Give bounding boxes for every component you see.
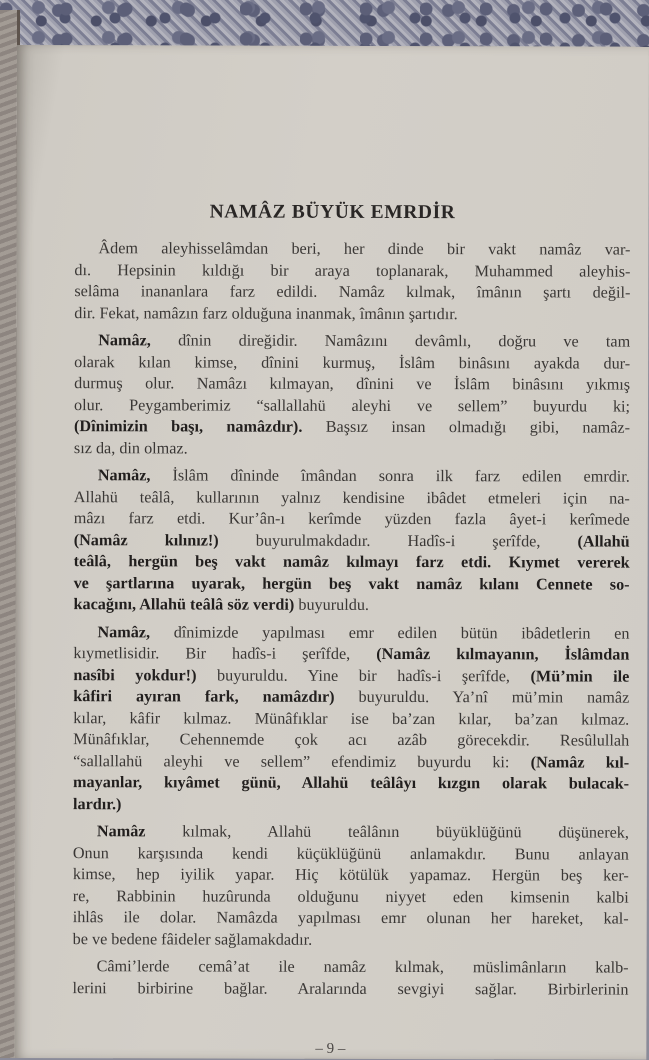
bold-text-run: nasîbi yokdur!) — [73, 665, 197, 684]
body-text — [73, 238, 631, 1000]
text-line — [74, 373, 630, 396]
bold-text-run: Namâz, — [98, 331, 151, 350]
text-run: buyuruldu. Yine bir hadîs-i şerîfde, — [196, 665, 531, 685]
text-run: İslâm dîninde îmândan sonra ilk farz edilen emrdir. — [150, 466, 630, 486]
text-line — [73, 907, 629, 930]
text-line — [74, 238, 630, 261]
text-line — [74, 465, 630, 488]
text-run: Âdem aleyhisselâmdan beri, her dinde bir vakt namâz var- — [98, 239, 631, 259]
text-line — [74, 303, 630, 326]
text-line — [73, 772, 629, 795]
text-line — [73, 708, 629, 731]
text-line — [74, 551, 630, 574]
text-run: re, Rabbinin huzûrunda olduğunu niyyet eden kimsenin kalbi — [72, 886, 629, 907]
bold-text-run: kacağını, Allahü teâlâ söz verdi) — [73, 595, 295, 614]
text-line — [73, 929, 629, 952]
bold-text-run: (Namâz kılınız!) — [73, 530, 219, 550]
paragraph — [73, 821, 629, 951]
text-run: kimse, hep iyilik yapar. Hiç kötülük yapamaz. Hergün beş ker- — [72, 865, 629, 885]
bold-text-run: Namâz, — [97, 466, 151, 485]
text-line — [74, 352, 630, 375]
text-run: dir. Fekat, namâzın farz olduğuna inanmak, îmânın şartıdır. — [74, 303, 458, 323]
text-run: kıymetlisidir. Bir hadîs-i şerîfde, — [73, 644, 377, 663]
paragraph — [74, 465, 630, 617]
bold-text-run: (Dînimizin başı, namâzdır). — [73, 417, 303, 436]
text-line — [73, 978, 629, 1001]
text-line — [73, 686, 629, 709]
text-run: Allahü teâlâ, kullarının yalnız kendisine ibâdet etmeleri için na- — [73, 487, 630, 508]
text-line — [74, 330, 630, 353]
text-run: sız da, din olmaz. — [73, 438, 188, 457]
text-line — [73, 886, 629, 909]
text-run: Onun karşısında kendi küçüklüğünü anlamakdır. Bunu anlayan — [72, 843, 629, 864]
text-run: durmuş olur. Namâzı kılmayan, dînini ve İslâm binâsını yıkmış — [74, 374, 631, 394]
bold-text-run: teâlâ, hergün beş vakt namâz kılmayı farz etdi. Kıymet vererek — [73, 552, 630, 572]
bold-text-run: (Namâz kılmayanın, İslâmdan — [376, 644, 630, 664]
text-line — [74, 281, 630, 304]
text-run: Münâfıklar, Cehennemde çok acı azâb görecekdir. Resûlullah — [73, 730, 630, 750]
text-run: Câmi’lerde cemâ’at ile namâz kılmak, müslimânların kalb- — [96, 957, 629, 977]
chapter-title: NAMÂZ BÜYÜK EMRDİR — [209, 201, 456, 224]
text-line — [74, 530, 630, 553]
text-run: buyuruldu. — [294, 595, 369, 614]
text-run: Başsız insan olmadığı gibi, namâz- — [302, 417, 631, 437]
bold-text-run: Namâz, — [97, 622, 151, 641]
text-line — [73, 643, 629, 666]
text-run: lerini birbirine bağlar. Aralarında sevgiyi sağlar. Birbirlerinin — [72, 978, 629, 999]
text-line — [73, 864, 629, 887]
text-line — [73, 956, 629, 979]
bold-text-run: lardır.) — [72, 794, 122, 813]
bold-text-run: mayanlar, kıyâmet günü, Allahü teâlâyı kızgın olarak bulacak- — [73, 773, 630, 793]
text-run: mâzı farz etdi. Kur’ân-ı kerîmde yüzden fazla âyet-i kerîmede — [73, 509, 630, 529]
text-run: selâma inananlara farz edildi. Namâz kılmak, îmânın şartı değil- — [74, 282, 631, 302]
paragraph — [74, 330, 630, 460]
bold-text-run: kâfiri ayıran fark, namâzdır) — [73, 687, 335, 706]
text-run: dı. Hepsinin kıldığı bir araya toplanarak, Muhammed aleyhis- — [74, 260, 631, 281]
text-line — [73, 751, 629, 774]
paragraph — [74, 238, 630, 325]
text-line — [74, 260, 630, 283]
text-line — [74, 508, 630, 531]
text-line — [73, 729, 629, 752]
paragraph — [73, 956, 629, 1000]
text-run: kılmak, Allahü teâlânın büyüklüğünü düşünerek, — [145, 822, 629, 842]
text-run: olur. Peygamberimiz “sallallahü aleyhi ve sellem” buyurdu ki; — [74, 395, 631, 416]
text-line — [74, 594, 630, 617]
text-line — [74, 573, 630, 596]
bold-text-run: ve şartlarına uyarak, hergün beş vakt namâz kılanı Cennete so- — [73, 573, 630, 594]
text-line — [73, 794, 629, 817]
text-line — [74, 438, 630, 461]
paragraph — [73, 622, 630, 817]
text-line — [73, 665, 629, 688]
text-run: ihlâs ile dolar. Namâzda yapılması emr olunan her hareket, kal- — [72, 908, 629, 928]
bold-text-run: (Namâz kıl- — [530, 752, 630, 772]
text-run: buyuruldu. Ya’nî mü’min namâz — [334, 687, 630, 707]
text-line — [74, 487, 630, 510]
bold-text-run: (Mü’min ile — [530, 666, 630, 686]
bold-text-run: Namâz — [96, 822, 146, 841]
text-run: kılar, kâfir kılmaz. Münâfıklar ise ba’zan kılar, ba’zan kılmaz. — [73, 708, 630, 729]
text-line — [73, 821, 629, 844]
text-run: dînin direğidir. Namâzını devâmlı, doğru ve tam — [150, 331, 631, 351]
text-run: be ve bedene fâideler sağlamakdadır. — [72, 929, 313, 949]
text-line — [73, 843, 629, 866]
text-run: dînimizde yapılması emr edilen bütün ibâdetlerin en — [150, 622, 630, 643]
text-line — [74, 395, 630, 418]
text-run: olarak kılan kimse, dînini kurmuş, İslâm binâsını ayakda dur- — [74, 352, 631, 373]
text-line — [74, 416, 630, 439]
bold-text-run: (Allahü — [577, 531, 630, 551]
text-line — [73, 622, 629, 645]
book-page — [14, 45, 649, 1060]
text-run: “sallallahü aleyhi ve sellem” efendimiz buyurdu ki: — [73, 751, 531, 771]
text-run: buyurulmakdadır. Hadîs-i şerîfde, — [218, 531, 578, 550]
page-number: – 9 – — [315, 1040, 346, 1057]
